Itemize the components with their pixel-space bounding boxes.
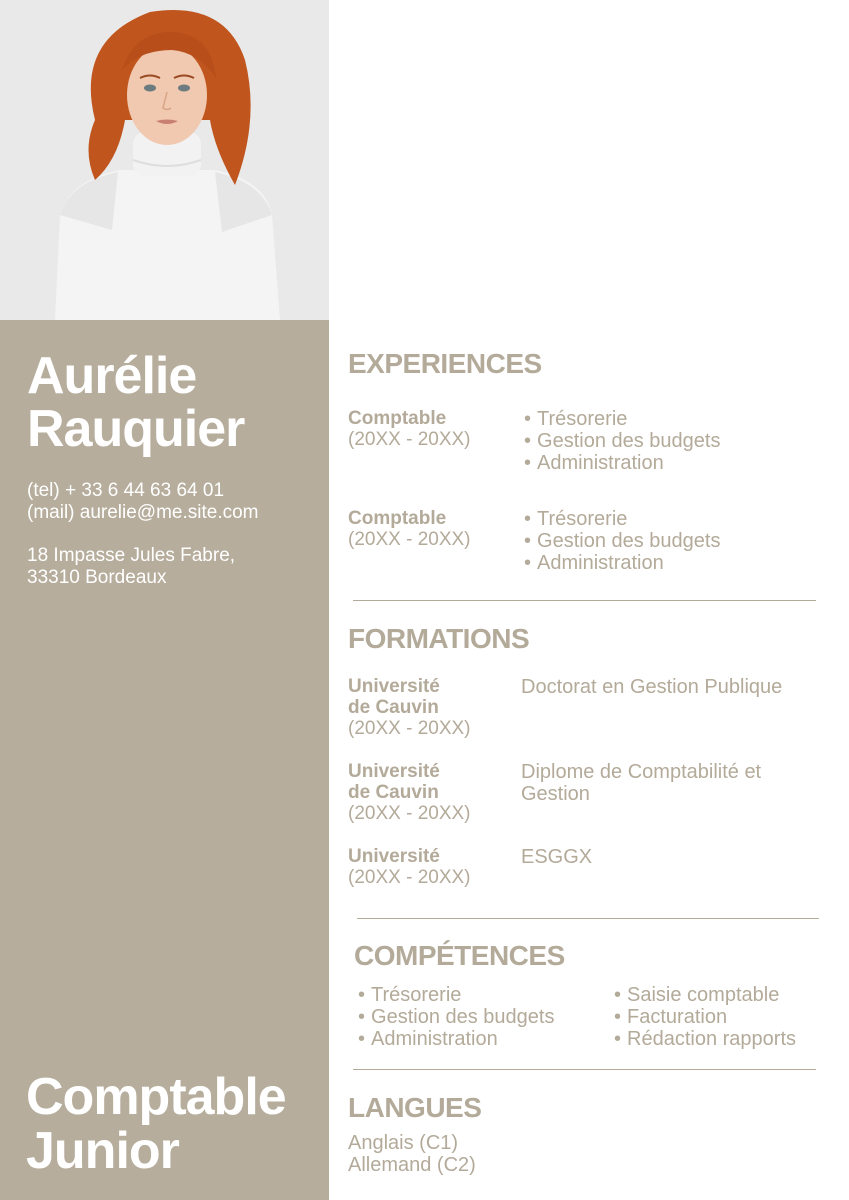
skill-item: • Gestion des budgets bbox=[358, 1006, 554, 1028]
section-divider bbox=[353, 1069, 816, 1070]
experiences-heading: EXPERIENCES bbox=[348, 348, 542, 379]
formations-heading: FORMATIONS bbox=[348, 623, 530, 654]
degree-name: ESGGX bbox=[521, 846, 593, 868]
language-item: Anglais (C1) bbox=[348, 1132, 459, 1154]
languages-list bbox=[348, 1132, 476, 1176]
email-text: (mail) aurelie@me.site.com bbox=[27, 502, 259, 523]
job-title-line-2: Junior bbox=[26, 1122, 179, 1180]
last-name: Rauquier bbox=[27, 400, 245, 458]
skill-item: • Administration bbox=[358, 1028, 554, 1050]
job-title bbox=[26, 1070, 286, 1178]
formation-dates: (20XX - 20XX) bbox=[348, 718, 471, 739]
skill-item: • Facturation bbox=[614, 1006, 796, 1028]
address-line-1: 18 Impasse Jules Fabre, bbox=[27, 545, 236, 566]
experience-tasks bbox=[524, 508, 720, 574]
skill-item: • Saisie comptable bbox=[614, 984, 796, 1006]
skill-item: • Trésorerie bbox=[358, 984, 554, 1006]
competences-heading: COMPÉTENCES bbox=[354, 940, 565, 971]
phone-text: (tel) + 33 6 44 63 64 01 bbox=[27, 480, 225, 501]
language-item: Allemand (C2) bbox=[348, 1154, 476, 1176]
experience-role: Comptable bbox=[348, 408, 447, 429]
formation-dates: (20XX - 20XX) bbox=[348, 803, 471, 824]
experience-tasks bbox=[524, 408, 720, 474]
school-name-line-2: de Cauvin bbox=[348, 782, 439, 803]
experience-role: Comptable bbox=[348, 508, 447, 529]
experience-item bbox=[348, 408, 818, 478]
sidebar bbox=[0, 320, 329, 1200]
skill-item: • Rédaction rapports bbox=[614, 1028, 796, 1050]
school-name-line-2: de Cauvin bbox=[348, 697, 439, 718]
task-item: • Trésorerie bbox=[524, 508, 720, 530]
task-item: • Administration bbox=[524, 552, 720, 574]
degree-name: Doctorat en Gestion Publique bbox=[521, 676, 783, 698]
task-item: • Gestion des budgets bbox=[524, 530, 720, 552]
address-line-2: 33310 Bordeaux bbox=[27, 567, 167, 588]
section-divider bbox=[357, 918, 819, 919]
portrait-illustration bbox=[0, 0, 329, 320]
task-item: • Administration bbox=[524, 452, 720, 474]
skills-list-right bbox=[614, 984, 796, 1050]
profile-photo bbox=[0, 0, 329, 320]
experience-dates: (20XX - 20XX) bbox=[348, 429, 471, 450]
address bbox=[27, 545, 235, 589]
degree-name: Diplome de Comptabilité et Gestion bbox=[521, 761, 762, 805]
langues-heading: LANGUES bbox=[348, 1092, 482, 1123]
section-divider bbox=[353, 600, 816, 601]
first-name: Aurélie bbox=[27, 347, 197, 405]
school-name-line-1: Université bbox=[348, 676, 440, 697]
job-title-line-1: Comptable bbox=[26, 1068, 286, 1126]
task-item: • Trésorerie bbox=[524, 408, 720, 430]
school-name-line-1: Université bbox=[348, 846, 440, 867]
school-name-line-1: Université bbox=[348, 761, 440, 782]
contact-info bbox=[27, 480, 259, 524]
experience-item bbox=[348, 508, 818, 578]
formation-dates: (20XX - 20XX) bbox=[348, 867, 471, 888]
candidate-name bbox=[27, 347, 245, 458]
main-content bbox=[329, 320, 849, 1200]
skills-list-left bbox=[358, 984, 554, 1050]
task-item: • Gestion des budgets bbox=[524, 430, 720, 452]
experience-dates: (20XX - 20XX) bbox=[348, 529, 471, 550]
